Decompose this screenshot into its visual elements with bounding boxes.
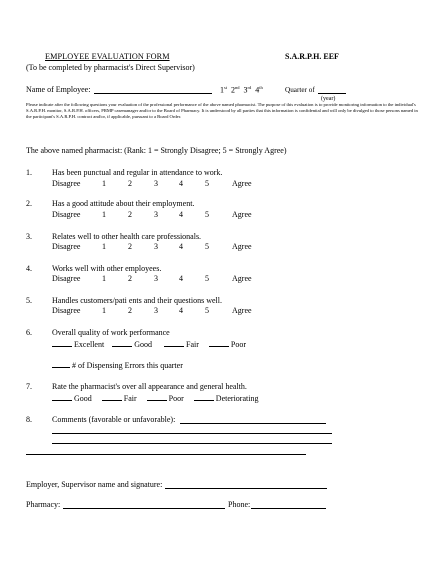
supervisor-signature-label: Employer, Supervisor name and signature:	[26, 480, 163, 489]
rating-4[interactable]: 4	[179, 210, 183, 219]
quarter-4[interactable]: 4	[255, 85, 260, 95]
question-number: 2.	[26, 199, 32, 208]
disagree-label: Disagree	[52, 179, 81, 188]
poor-blank[interactable]	[209, 339, 229, 347]
dispensing-errors-field[interactable]	[52, 360, 70, 368]
rating-2[interactable]: 2	[128, 274, 132, 283]
option-fair: Fair	[123, 394, 137, 403]
question-number: 6.	[26, 328, 32, 337]
year-field[interactable]	[318, 93, 346, 94]
good-blank[interactable]	[112, 339, 132, 347]
rating-2[interactable]: 2	[128, 210, 132, 219]
agree-label: Agree	[232, 242, 252, 251]
question-text: Comments (favorable or unfavorable):	[52, 415, 176, 424]
question-number: 1.	[26, 168, 32, 177]
fair-blank[interactable]	[102, 393, 122, 401]
quarter-of-label: Quarter of	[285, 86, 315, 94]
question-text: Handles customers/pati ents and their questions well.	[52, 296, 222, 305]
option-good: Good	[74, 394, 92, 403]
question-number: 7.	[26, 382, 32, 391]
appearance-options	[52, 393, 258, 403]
excellent-blank[interactable]	[52, 339, 72, 347]
form-subtitle: (To be completed by pharmacist's Direct Supervisor)	[26, 63, 195, 72]
disagree-label: Disagree	[52, 306, 81, 315]
phone-field[interactable]	[251, 508, 326, 509]
rating-1[interactable]: 1	[102, 306, 106, 315]
rating-1[interactable]: 1	[102, 210, 106, 219]
disagree-label: Disagree	[52, 242, 81, 251]
rating-5[interactable]: 5	[205, 210, 209, 219]
intro-paragraph: Please indicate after the following questions your evaluation of the professional performance of the above named pharmacist. The purpose of this evaluation is to provide monitoring information to the individual's S.A.R.P.H. monitor, S.A.R.P.H. officers, PRMP casemanager and/or to the Board of Pharmacy. It is understood by all parties that this information is confidential and will only be divulged to those persons named in the participant's S.A.R.P.H. contract and/or, if applicable, pursuant to a Board Order.	[26, 102, 418, 120]
rating-1[interactable]: 1	[102, 242, 106, 251]
agree-label: Agree	[232, 179, 252, 188]
form-title: EMPLOYEE EVALUATION FORM	[45, 52, 170, 61]
rating-2[interactable]: 2	[128, 179, 132, 188]
rating-4[interactable]: 4	[179, 274, 183, 283]
rating-3[interactable]: 3	[154, 306, 158, 315]
question-text: Works well with other employees.	[52, 264, 162, 273]
option-good: Good	[134, 340, 152, 349]
quarter-1[interactable]: 1	[220, 85, 224, 95]
dispensing-errors-row	[52, 360, 183, 370]
rating-3[interactable]: 3	[154, 210, 158, 219]
rating-2[interactable]: 2	[128, 306, 132, 315]
disagree-label: Disagree	[52, 210, 81, 219]
option-fair: Fair	[186, 340, 199, 349]
employee-name-label: Name of Employee:	[26, 85, 91, 94]
rating-4[interactable]: 4	[179, 306, 183, 315]
deteriorating-blank[interactable]	[194, 393, 214, 401]
rating-3[interactable]: 3	[154, 242, 158, 251]
comments-line-4[interactable]	[26, 454, 306, 455]
rating-1[interactable]: 1	[102, 274, 106, 283]
question-number: 4.	[26, 264, 32, 273]
question-text: Has a good attitude about their employment.	[52, 199, 195, 208]
rating-5[interactable]: 5	[205, 274, 209, 283]
rating-5[interactable]: 5	[205, 179, 209, 188]
supervisor-signature-field[interactable]	[165, 488, 327, 489]
comments-line-1[interactable]	[180, 423, 326, 424]
disagree-label: Disagree	[52, 274, 81, 283]
rating-5[interactable]: 5	[205, 242, 209, 251]
question-text: Overall quality of work performance	[52, 328, 170, 337]
fair-blank[interactable]	[164, 339, 184, 347]
rating-1[interactable]: 1	[102, 179, 106, 188]
option-deteriorating: Deteriorating	[215, 394, 259, 403]
agree-label: Agree	[232, 274, 252, 283]
option-excellent: Excellent	[74, 340, 105, 349]
rating-5[interactable]: 5	[205, 306, 209, 315]
phone-label: Phone:	[228, 500, 251, 509]
comments-line-3[interactable]	[52, 443, 332, 444]
performance-options	[52, 339, 246, 349]
agree-label: Agree	[232, 210, 252, 219]
question-text: Has been punctual and regular in attendance to work.	[52, 168, 223, 177]
comments-line-2[interactable]	[52, 433, 332, 434]
year-label: (year)	[321, 96, 336, 102]
form-code: S.A.R.P.H. EEF	[285, 52, 339, 61]
employee-name-field[interactable]	[94, 93, 212, 94]
rating-4[interactable]: 4	[179, 179, 183, 188]
pharmacy-field[interactable]	[63, 508, 225, 509]
pharmacy-label: Pharmacy:	[26, 500, 61, 509]
agree-label: Agree	[232, 306, 252, 315]
quarter-3[interactable]: 3	[243, 85, 248, 95]
rating-3[interactable]: 3	[154, 179, 158, 188]
question-text: Rate the pharmacist's over all appearance and general health.	[52, 382, 247, 391]
rank-instruction: The above named pharmacist: (Rank: 1 = Strongly Disagree; 5 = Strongly Agree)	[26, 146, 287, 155]
quarter-2[interactable]: 2	[231, 85, 236, 95]
dispensing-errors-label: # of Dispensing Errors this quarter	[72, 361, 183, 370]
rating-2[interactable]: 2	[128, 242, 132, 251]
rating-3[interactable]: 3	[154, 274, 158, 283]
question-text: Relates well to other health care professionals.	[52, 232, 202, 241]
question-number: 5.	[26, 296, 32, 305]
question-number: 3.	[26, 232, 32, 241]
option-poor: Poor	[230, 340, 247, 349]
poor-blank[interactable]	[147, 393, 167, 401]
quarter-options[interactable]: 1st 2nd 3rd 4th	[220, 85, 263, 95]
good-blank[interactable]	[52, 393, 72, 401]
question-number: 8.	[26, 415, 32, 424]
option-poor: Poor	[168, 394, 184, 403]
rating-4[interactable]: 4	[179, 242, 183, 251]
